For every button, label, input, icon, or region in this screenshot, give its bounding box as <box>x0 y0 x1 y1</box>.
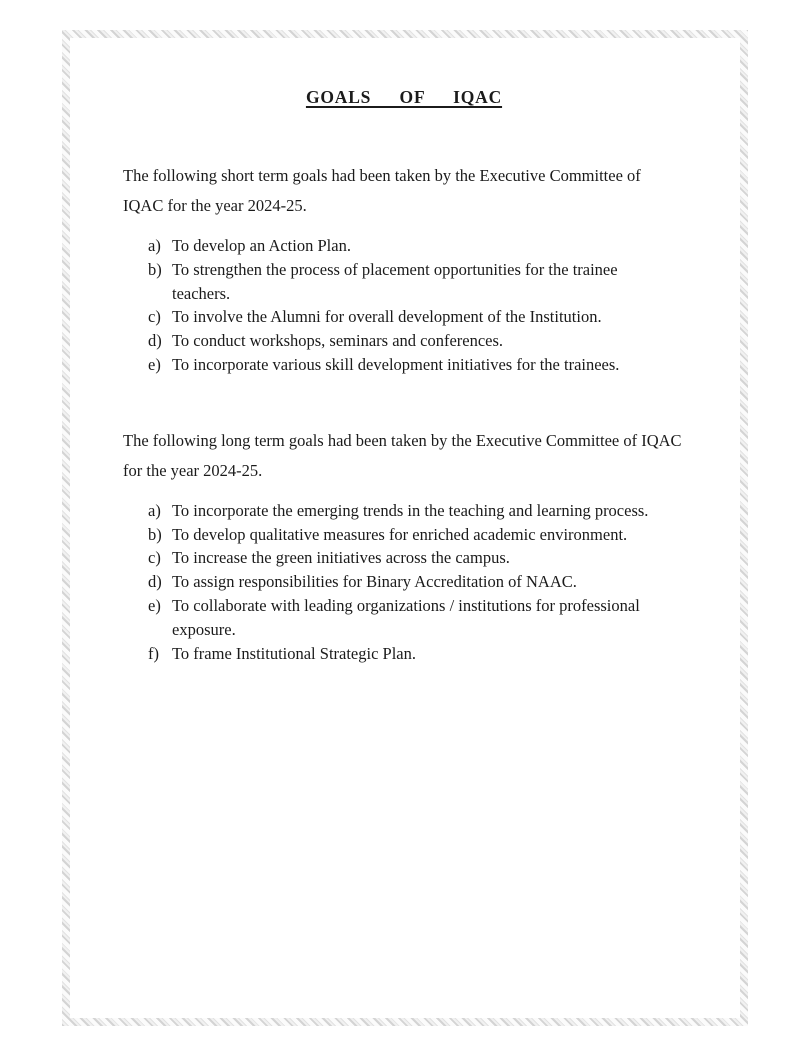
list-item <box>148 594 668 642</box>
list-item <box>148 329 668 353</box>
list-item-text: To conduct workshops, seminars and conferences. <box>172 331 504 351</box>
list-marker: a) <box>148 236 161 255</box>
page-title: GOALS OF IQAC <box>305 87 503 107</box>
long-term-goals-list <box>123 499 668 666</box>
list-marker: c) <box>148 307 161 327</box>
short-term-goals-intro: The following short term goals had been taken by the Executive Committee of IQAC for the year 2024-25. <box>123 166 641 215</box>
list-item <box>148 570 668 594</box>
list-marker: b) <box>148 259 162 279</box>
list-item-text: To involve the Alumni for overall development of the Institution. <box>172 307 602 327</box>
list-item-text: To frame Institutional Strategic Plan. <box>172 643 416 663</box>
list-item <box>148 546 668 570</box>
list-item-text: To develop qualitative measures for enriched academic environment. <box>172 524 628 544</box>
list-item <box>148 642 668 666</box>
list-item-text: To increase the green initiatives across the campus. <box>172 548 510 568</box>
short-term-goals-list <box>123 234 668 377</box>
list-item <box>148 523 668 547</box>
list-item <box>148 353 668 377</box>
list-item-text: To strengthen the process of placement opportunities for the trainee teachers. <box>172 259 618 303</box>
list-marker: e) <box>148 354 161 374</box>
list-marker: a) <box>148 500 161 520</box>
document-page <box>70 38 740 1018</box>
list-marker: e) <box>148 595 161 615</box>
decorative-page-border <box>62 30 748 1026</box>
list-item-text: To collaborate with leading organizations / institutions for professional exposure. <box>172 595 640 639</box>
list-item-text: To develop an Action Plan. <box>172 236 351 255</box>
list-item <box>148 234 668 258</box>
list-marker: f) <box>148 643 159 663</box>
list-item-text: To incorporate the emerging trends in the teaching and learning process. <box>172 500 649 520</box>
list-item-text: To incorporate various skill development initiatives for the trainees. <box>172 354 620 374</box>
long-term-goals-intro: The following long term goals had been taken by the Executive Committee of IQAC for the year 2024-25. <box>123 430 682 480</box>
list-marker: d) <box>148 331 162 351</box>
list-item-text: To assign responsibilities for Binary Accreditation of NAAC. <box>172 572 577 592</box>
list-marker: c) <box>148 548 161 568</box>
list-marker: d) <box>148 572 162 592</box>
list-item <box>148 499 668 523</box>
list-item <box>148 258 668 306</box>
list-item <box>148 305 668 329</box>
list-marker: b) <box>148 524 162 544</box>
